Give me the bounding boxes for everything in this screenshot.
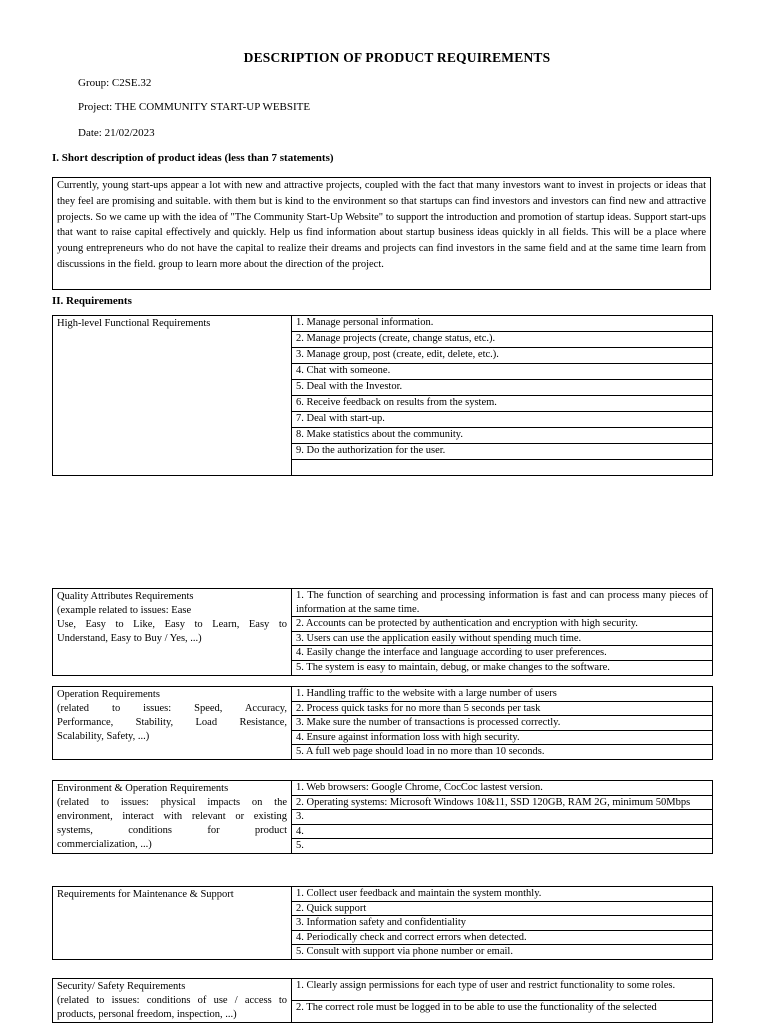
maintenance-item: 2. Quick support xyxy=(292,901,713,916)
functional-requirements-label: High-level Functional Requirements xyxy=(53,316,292,476)
quality-item: 2. Accounts can be protected by authentication and encryption with high security. xyxy=(292,617,713,632)
project-line: Project: THE COMMUNITY START-UP WEBSITE xyxy=(78,101,311,113)
document-title: DESCRIPTION OF PRODUCT REQUIREMENTS xyxy=(243,50,551,65)
maintenance-item: 4. Periodically check and correct errors when detected. xyxy=(292,930,713,945)
section-1-heading: I. Short description of product ideas (less than 7 statements) xyxy=(52,152,334,164)
environment-requirements-label: Environment & Operation Requirements (related to issues: physical impacts on the environment, interact with relevant or existing systems, conditions for product commercialization, ...) xyxy=(53,781,292,854)
operation-item: 2. Process quick tasks for no more than 5 seconds per task xyxy=(292,701,713,716)
quality-item: 4. Easily change the interface and language according to user preferences. xyxy=(292,646,713,661)
environment-item: 2. Operating systems: Microsoft Windows 10&11, SSD 120GB, RAM 2G, minimum 50Mbps xyxy=(292,795,713,810)
environment-item: 1. Web browsers: Google Chrome, CocCoc lastest version. xyxy=(292,781,713,796)
date-line: Date: 21/02/2023 xyxy=(78,127,155,139)
quality-item: 3. Users can use the application easily without spending much time. xyxy=(292,631,713,646)
functional-item: 7. Deal with start-up. xyxy=(292,412,713,428)
quality-requirements-label: Quality Attributes Requirements (example related to issues: Ease Use, Easy to Like, Easy to Learn, Easy to Understand, Easy to Buy / Yes, ...) xyxy=(53,589,292,676)
operation-item: 4. Ensure against information loss with high security. xyxy=(292,730,713,745)
quality-item: 1. The function of searching and processing information is fast and can process many pieces of information at the same time. xyxy=(292,589,713,617)
maintenance-requirements-label: Requirements for Maintenance & Support xyxy=(53,887,292,960)
security-item: 2. The correct role must be logged in to be able to use the functionality of the selected xyxy=(292,1001,713,1023)
group-line: Group: C2SE.32 xyxy=(78,77,152,89)
environment-item: 5. xyxy=(292,839,713,854)
maintenance-item: 1. Collect user feedback and maintain the system monthly. xyxy=(292,887,713,902)
quality-item: 5. The system is easy to maintain, debug, or make changes to the software. xyxy=(292,660,713,675)
functional-item xyxy=(292,460,713,476)
section-2-heading: II. Requirements xyxy=(52,295,132,307)
security-requirements-label: Security/ Safety Requirements (related to issues: conditions of use / access to products, personal freedom, inspection, ...) xyxy=(53,979,292,1023)
environment-item: 4. xyxy=(292,824,713,839)
product-idea-description: Currently, young start-ups appear a lot with new and attractive projects, coupled with the fact that many investors want to invest in projects or ideas that they feel are promising and suitable. with them but is kind to the environment so that startups can find investors and investors can find new and attractive projects. So we came up with the idea of "The Community Start-Up Website" to support the introduction and promotion of startup ideas. Support start-ups that want to raise capital effectively and quickly. Help us find information about startup business ideas quickly in all fields. This will be a place where young entrepreneurs who do not have the capital to realize their dreams and projects can find investors in the same field and at the same time learn from discussions in the field. group to learn more about the direction of the project. xyxy=(52,177,711,290)
maintenance-requirements-table xyxy=(52,886,713,960)
environment-requirements-table xyxy=(52,780,713,854)
functional-item: 3. Manage group, post (create, edit, delete, etc.). xyxy=(292,348,713,364)
quality-requirements-table xyxy=(52,588,713,676)
operation-item: 1. Handling traffic to the website with a large number of users xyxy=(292,687,713,702)
operation-requirements-label: Operation Requirements (related to issues: Speed, Accuracy, Performance, Stability, Load Resistance, Scalability, Safety, ...) xyxy=(53,687,292,760)
functional-requirements-table xyxy=(52,315,713,476)
functional-item: 5. Deal with the Investor. xyxy=(292,380,713,396)
environment-item: 3. xyxy=(292,810,713,825)
functional-item: 9. Do the authorization for the user. xyxy=(292,444,713,460)
functional-item: 1. Manage personal information. xyxy=(292,316,713,332)
functional-item: 8. Make statistics about the community. xyxy=(292,428,713,444)
security-requirements-table xyxy=(52,978,713,1023)
functional-item: 4. Chat with someone. xyxy=(292,364,713,380)
operation-item: 5. A full web page should load in no more than 10 seconds. xyxy=(292,745,713,760)
operation-requirements-table xyxy=(52,686,713,760)
maintenance-item: 5. Consult with support via phone number or email. xyxy=(292,945,713,960)
functional-item: 6. Receive feedback on results from the system. xyxy=(292,396,713,412)
security-item: 1. Clearly assign permissions for each type of user and restrict functionality to some roles. xyxy=(292,979,713,1001)
maintenance-item: 3. Information safety and confidentiality xyxy=(292,916,713,931)
functional-item: 2. Manage projects (create, change status, etc.). xyxy=(292,332,713,348)
operation-item: 3. Make sure the number of transactions is processed correctly. xyxy=(292,716,713,731)
